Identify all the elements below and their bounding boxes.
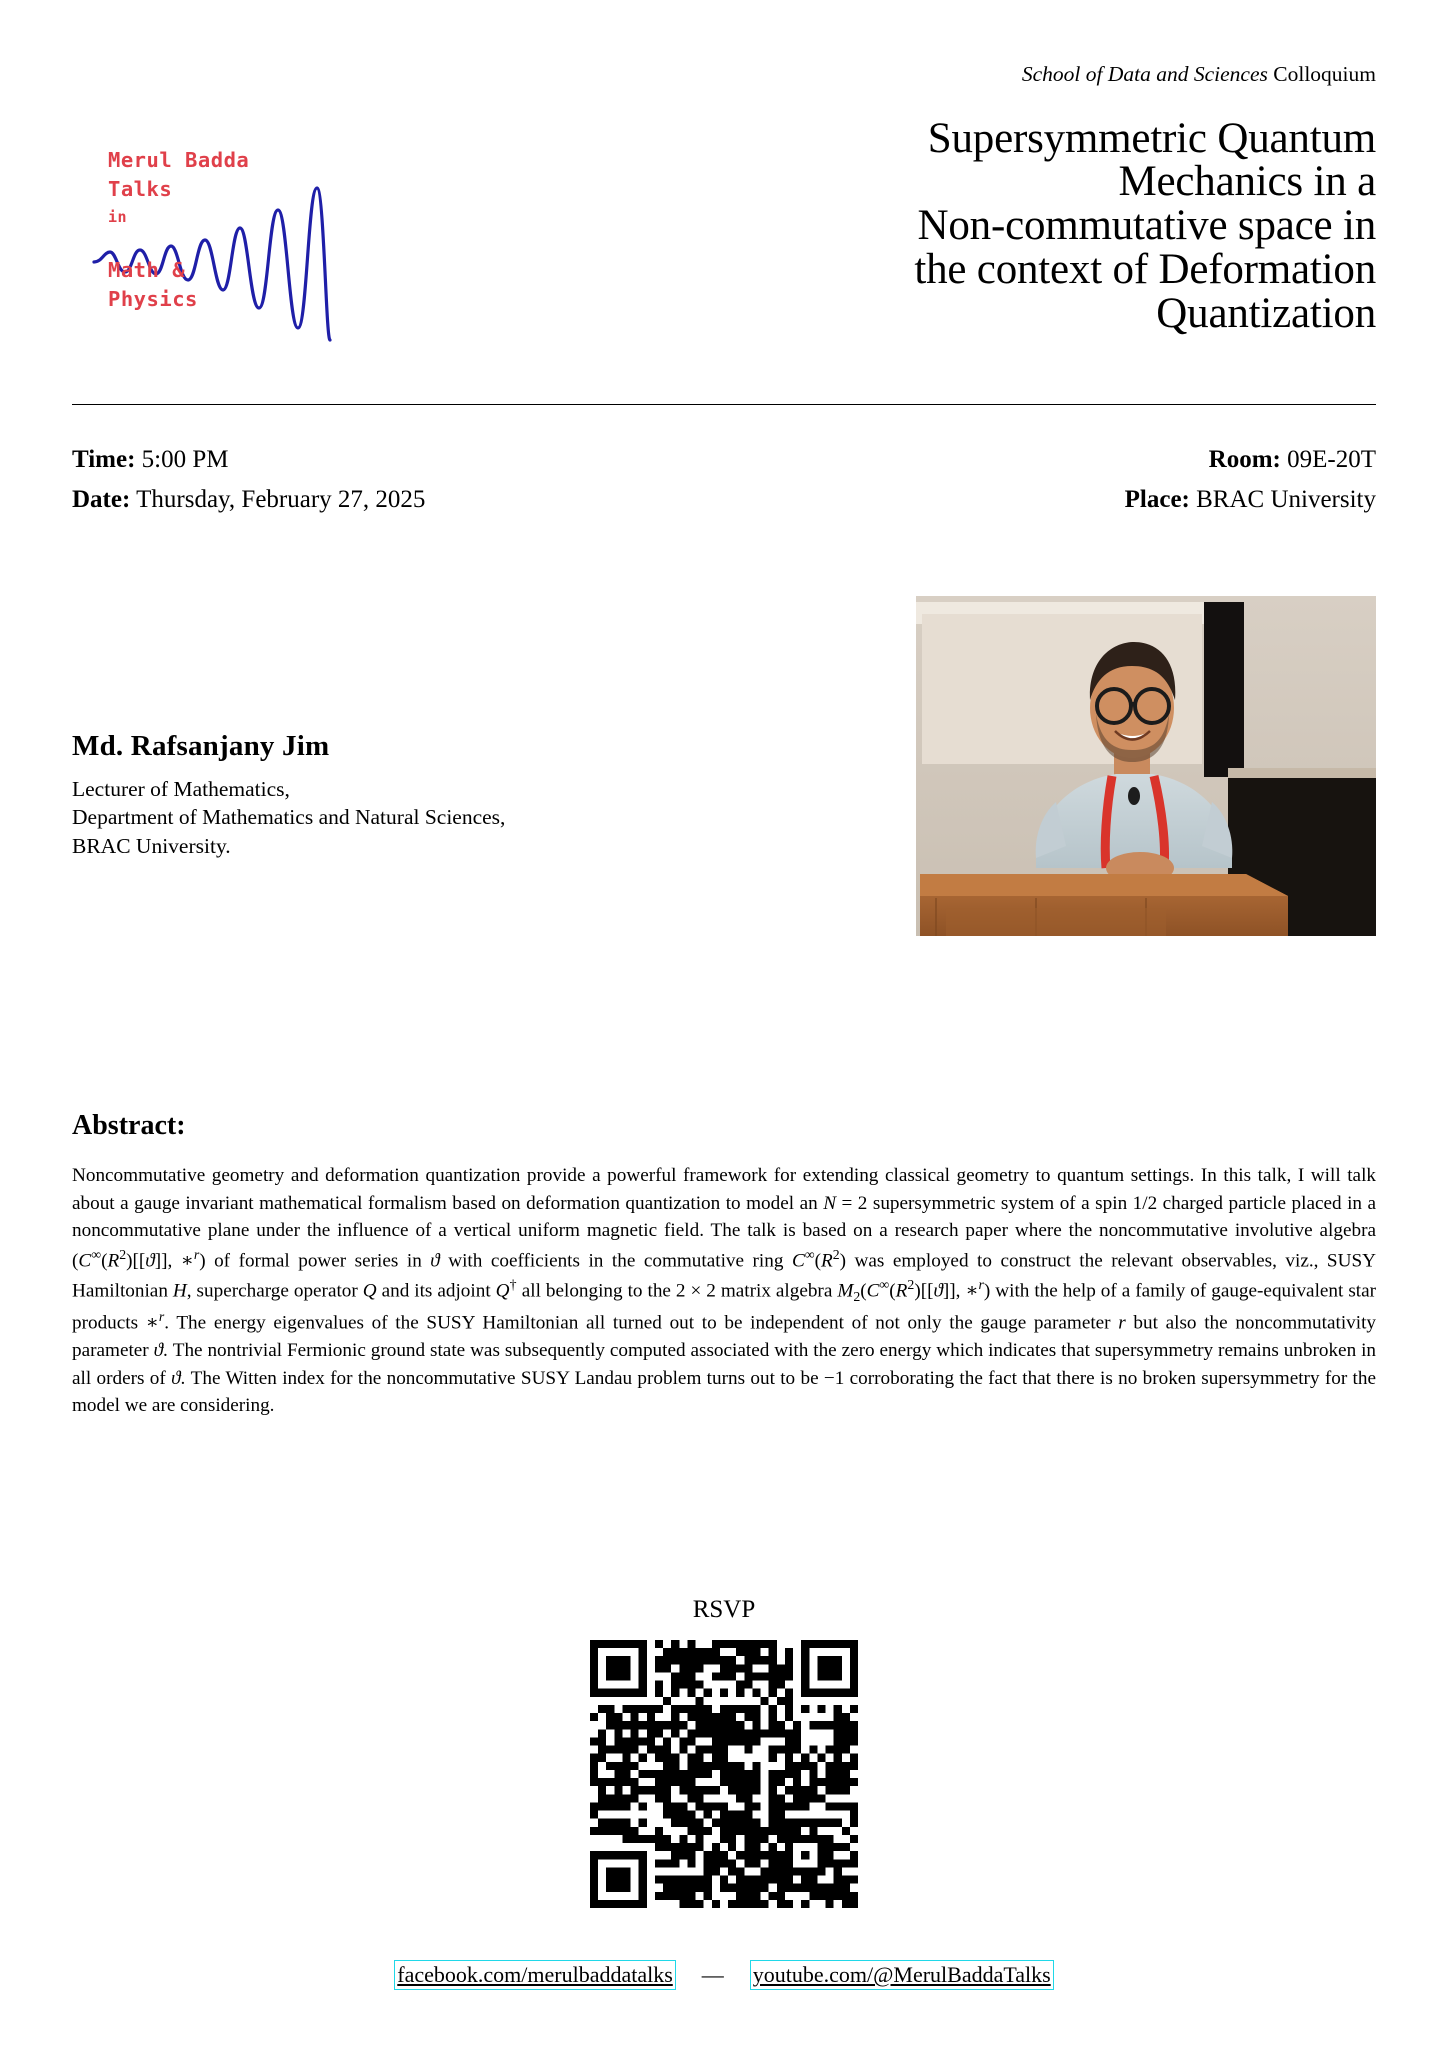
logo-line-4: Math & xyxy=(108,258,186,282)
footer-separator: — xyxy=(701,1962,724,1987)
colloquium-word: Colloquium xyxy=(1267,62,1376,86)
event-info xyxy=(72,440,1376,520)
abstract-heading: Abstract: xyxy=(72,1110,186,1141)
abstract-section xyxy=(72,1110,1376,1420)
logo-line-5: Physics xyxy=(108,287,198,311)
title-line-5: Quantization xyxy=(1156,290,1376,338)
colloquium-series-line xyxy=(372,62,1376,88)
merul-badda-talks-logo xyxy=(72,100,342,350)
title-block xyxy=(342,62,1376,365)
title-line-3: Non-commutative space in xyxy=(917,202,1376,250)
rsvp-section xyxy=(0,1596,1448,1913)
rsvp-qr-code[interactable] xyxy=(590,1640,858,1908)
date-value: Thursday, February 27, 2025 xyxy=(136,486,426,513)
title-line-1: Supersymmetric Quantum xyxy=(927,114,1376,162)
facebook-link[interactable]: facebook.com/merulbaddatalks xyxy=(394,1960,676,1990)
logo-line-3: in xyxy=(108,208,128,226)
abstract-text: Noncommutative geometry and deformation quantization provide a powerful framework for extending classical geometry to quantum settings. In this talk, I will talk about a gauge invariant mathematical formalism based on deformation quantization to model an N = 2 supersymmetric system of a spin 1/2 charged particle placed in a noncommutative plane under the influence of a vertical uniform magnetic field. The talk is based on a research paper where the noncommutative involutive algebra ($C^\infty(R^2)[[ϑ]]$, ∗$^r$) of formal power series in ϑ with coefficients in the commutative ring $C^\infty(R^2)$ was employed to construct the relevant observables, viz., SUSY Hamiltonian H, supercharge operator Q and its adjoint Q† all belonging to the 2 × 2 matrix algebra $M_2(C^\infty(R^2)[[ϑ]]$, ∗$^r$) with the help of a family of gauge-equivalent star products ∗$^r$. The energy eigenvalues of the SUSY Hamiltonian all turned out to be independent of not only the gauge parameter r but also the noncommutativity parameter ϑ. The nontrivial Fermionic ground state was subsequently computed associated with the zero energy which indicates that supersymmetry remains unbroken in all orders of ϑ. The Witten index for the noncommutative SUSY Landau problem turns out to be −1 corroborating the fact that there is no broken supersymmetry for the model we are considering. xyxy=(72,1165,1377,1417)
school-name: School of Data and Sciences xyxy=(1021,62,1268,86)
logo-line-2: Talks xyxy=(108,177,173,201)
title-line-2: Mechanics in a xyxy=(1118,158,1376,206)
speaker-affiliation-line-2: Department of Mathematics and Natural Sciences, xyxy=(72,805,506,830)
room-label: Room: xyxy=(1208,446,1281,473)
date-cell xyxy=(72,480,425,520)
info-row-date-place xyxy=(72,480,1376,520)
qr-code-image[interactable] xyxy=(590,1640,858,1908)
rsvp-label: RSVP xyxy=(692,1596,756,1623)
time-value: 5:00 PM xyxy=(141,446,229,473)
place-label: Place: xyxy=(1124,486,1190,513)
speaker-name: Md. Rafsanjany Jim xyxy=(72,730,330,762)
speaker-block xyxy=(72,730,812,860)
footer-links xyxy=(0,1960,1448,1990)
place-cell xyxy=(1125,480,1376,520)
place-value: BRAC University xyxy=(1196,486,1376,513)
poster-header xyxy=(72,62,1376,382)
youtube-link[interactable]: youtube.com/@MerulBaddaTalks xyxy=(750,1960,1054,1990)
speaker-affiliation-line-1: Lecturer of Mathematics, xyxy=(72,777,290,801)
logo-line-1: Merul Badda xyxy=(108,148,250,172)
room-value: 09E-20T xyxy=(1287,446,1376,473)
room-cell xyxy=(1209,440,1376,480)
info-row-time-room xyxy=(72,440,1376,480)
speaker-affiliation xyxy=(72,775,812,860)
date-label: Date: xyxy=(72,486,131,513)
speaker-photo-illustration xyxy=(916,596,1376,936)
speaker-photo xyxy=(916,596,1376,936)
page-title xyxy=(372,114,1376,338)
speaker-affiliation-line-3: BRAC University. xyxy=(72,833,231,858)
time-label: Time: xyxy=(72,446,136,473)
time-cell xyxy=(72,440,229,480)
title-line-4: the context of Deformation xyxy=(914,246,1376,294)
header-divider xyxy=(72,404,1376,405)
